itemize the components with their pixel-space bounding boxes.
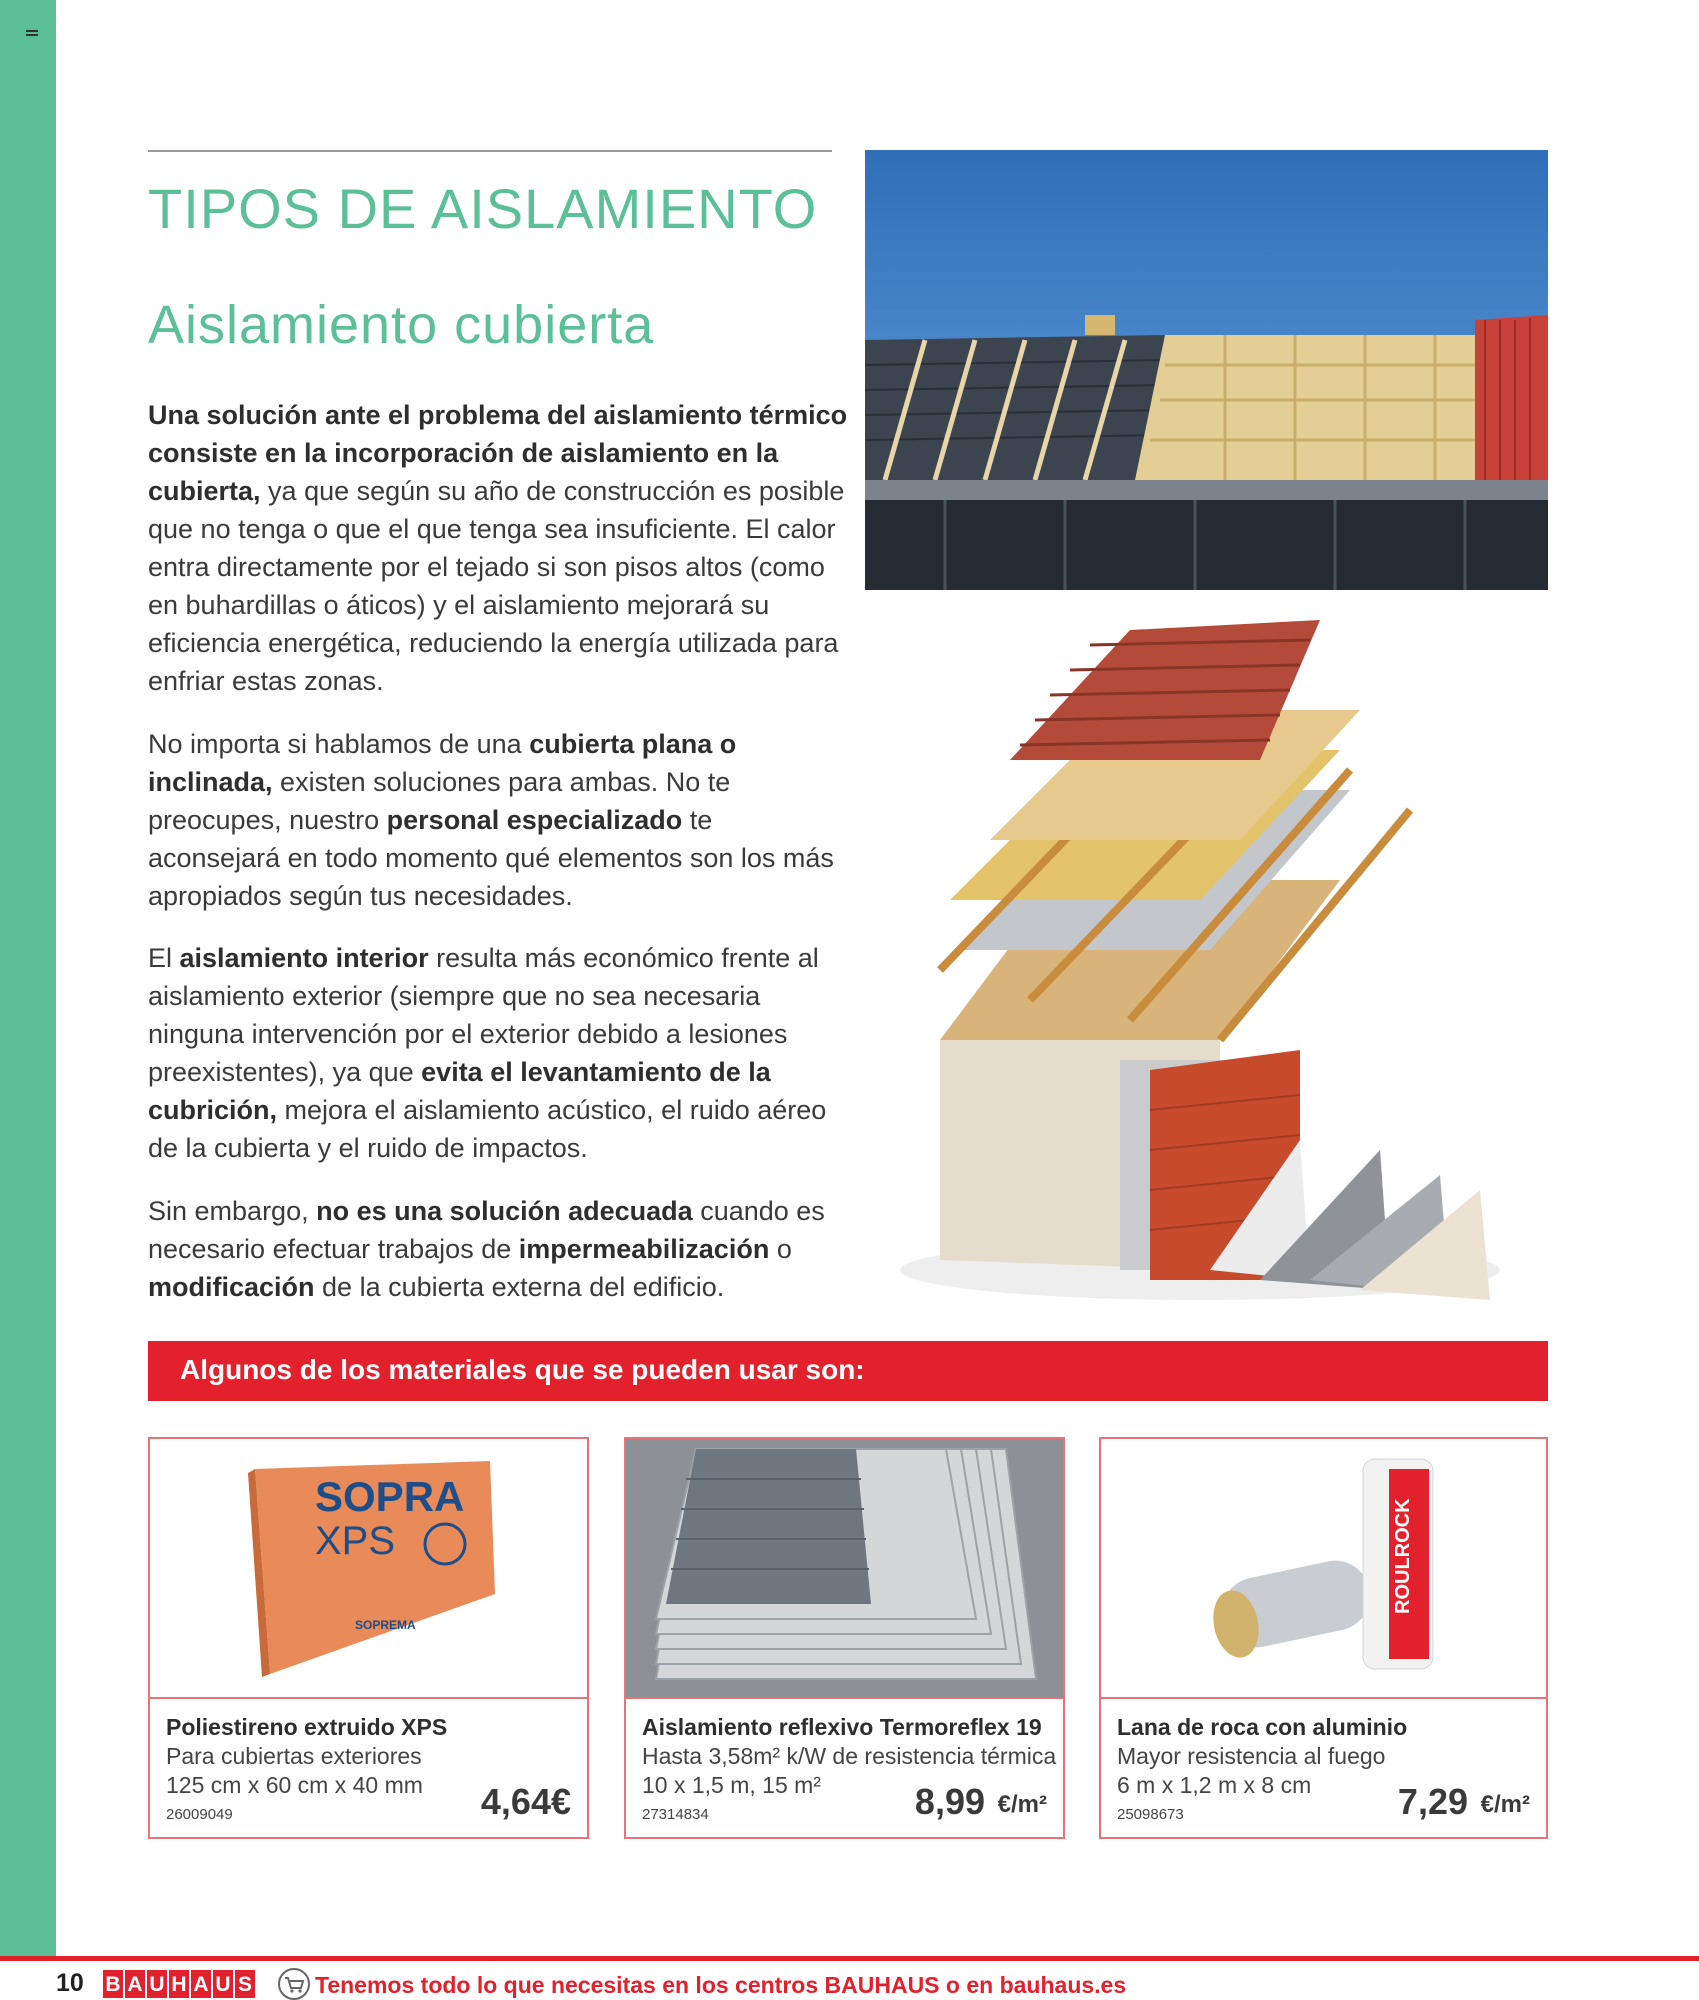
logo-letter: S bbox=[235, 1970, 255, 1998]
logo-letter: U bbox=[147, 1970, 167, 1998]
product-dimensions: 125 cm x 60 cm x 40 mm bbox=[166, 1772, 423, 1798]
product-price: 7,29 bbox=[1397, 1781, 1468, 1822]
paragraph-interior bbox=[148, 939, 848, 1167]
pack-logo-text: SOPREMA bbox=[355, 1618, 416, 1632]
paragraph-however bbox=[148, 1192, 848, 1306]
page-title: TIPOS DE AISLAMIENTO bbox=[148, 177, 818, 240]
product-code: 25098673 bbox=[1117, 1806, 1184, 1823]
roof-photo bbox=[865, 150, 1548, 590]
top-divider bbox=[148, 150, 832, 152]
price-unit: €/m² bbox=[1480, 1791, 1530, 1818]
pack-brand-text: SOPRA bbox=[315, 1473, 465, 1520]
product-card-termoreflex[interactable] bbox=[624, 1437, 1065, 1839]
product-price: 8,99 bbox=[914, 1781, 985, 1822]
product-dimensions: 10 x 1,5 m, 15 m² bbox=[642, 1772, 821, 1798]
paragraph-text: o bbox=[769, 1234, 792, 1264]
paragraph-intro bbox=[148, 396, 848, 700]
product-card-xps[interactable] bbox=[148, 1437, 589, 1839]
bauhaus-logo[interactable] bbox=[103, 1970, 255, 2000]
side-color-band bbox=[0, 0, 56, 1956]
page-number: 10 bbox=[56, 1969, 84, 1997]
logo-letter: B bbox=[103, 1970, 123, 1998]
footer-tagline[interactable]: Tenemos todo lo que necesitas en los centros BAUHAUS o en bauhaus.es bbox=[315, 1972, 1127, 1998]
product-description: Mayor resistencia al fuego bbox=[1117, 1743, 1386, 1769]
pack-name-text: XPS bbox=[315, 1519, 396, 1563]
product-code: 27314834 bbox=[642, 1806, 709, 1823]
paragraph-bold: aislamiento interior bbox=[179, 943, 429, 973]
cart-icon bbox=[278, 1968, 310, 2000]
logo-letter: A bbox=[125, 1970, 145, 1998]
paragraph-text: existen soluciones para ambas. No te preocupes, nuestro bbox=[148, 767, 731, 835]
paragraph-bold: cubierta plana o inclinada, bbox=[148, 729, 737, 797]
paragraph-bold: no es una solución adecuada bbox=[316, 1196, 693, 1226]
paragraph-bold: impermeabilización bbox=[518, 1234, 770, 1264]
footer-divider bbox=[0, 1956, 1699, 1961]
paragraph-text: resulta más económico frente al aislamiento exterior (siempre que no sea necesaria ninguna intervención por el exterior debido a lesiones preexistentes), ya que bbox=[148, 943, 819, 1087]
paragraph-text: ya que según su año de construcción es posible que no tenga o que el que tenga sea insuficiente. El calor entra directamente por el tejado si son pisos altos (como en buhardillas o áticos) y el aislamiento mejorará su eficiencia energética, reduciendo la energía utilizada para enfriar estas zonas. bbox=[148, 476, 845, 696]
product-dimensions: 6 m x 1,2 m x 8 cm bbox=[1117, 1772, 1312, 1798]
product-image bbox=[1101, 1439, 1546, 1699]
product-price: 4,64€ bbox=[480, 1781, 571, 1822]
paragraph-text: Sin embargo, bbox=[148, 1196, 317, 1226]
product-image bbox=[626, 1439, 1063, 1699]
menu-icon bbox=[26, 30, 38, 36]
logo-letter: U bbox=[213, 1970, 233, 1998]
paragraph-text: cuando es necesario efectuar trabajos de bbox=[148, 1196, 825, 1264]
paragraph-text: mejora el aislamiento acústico, el ruido aéreo de la cubierta y el ruido de impactos. bbox=[148, 1095, 827, 1163]
paragraph-roof-types bbox=[148, 725, 848, 915]
paragraph-bold: Una solución ante el problema del aislamiento térmico consiste en la incorporación de aislamiento en la cubierta, bbox=[148, 400, 848, 506]
logo-letter: A bbox=[191, 1970, 211, 1998]
banner-text: Algunos de los materiales que se pueden usar son: bbox=[180, 1354, 865, 1385]
product-image bbox=[150, 1439, 587, 1699]
paragraph-bold: evita el levantamiento de la cubrición, bbox=[148, 1057, 771, 1125]
price-unit: €/m² bbox=[997, 1791, 1047, 1818]
product-description: Hasta 3,58m² k/W de resistencia térmica bbox=[642, 1743, 1057, 1769]
paragraph-text: El bbox=[148, 943, 180, 973]
paragraph-text: te aconsejará en todo momento qué elementos son los más apropiados según tus necesidades. bbox=[148, 805, 834, 911]
product-title: Aislamiento reflexivo Termoreflex 19 bbox=[642, 1714, 1042, 1740]
product-title: Lana de roca con aluminio bbox=[1117, 1714, 1408, 1740]
product-code: 26009049 bbox=[166, 1806, 233, 1823]
paragraph-text: No importa si hablamos de una bbox=[148, 729, 530, 759]
paragraph-text: de la cubierta externa del edificio. bbox=[314, 1272, 725, 1302]
product-card-lana-roca[interactable] bbox=[1099, 1437, 1548, 1839]
product-title: Poliestireno extruido XPS bbox=[166, 1714, 448, 1740]
paragraph-bold: modificación bbox=[148, 1272, 315, 1302]
materials-banner bbox=[148, 1341, 1548, 1401]
logo-letter: H bbox=[169, 1970, 189, 1998]
roof-layers-diagram bbox=[880, 620, 1500, 1320]
section-subtitle: Aislamiento cubierta bbox=[148, 295, 655, 355]
paragraph-bold: personal especializado bbox=[386, 805, 683, 835]
product-description: Para cubiertas exteriores bbox=[166, 1743, 422, 1769]
pack-brand-text: ROULROCK bbox=[1392, 1498, 1414, 1614]
